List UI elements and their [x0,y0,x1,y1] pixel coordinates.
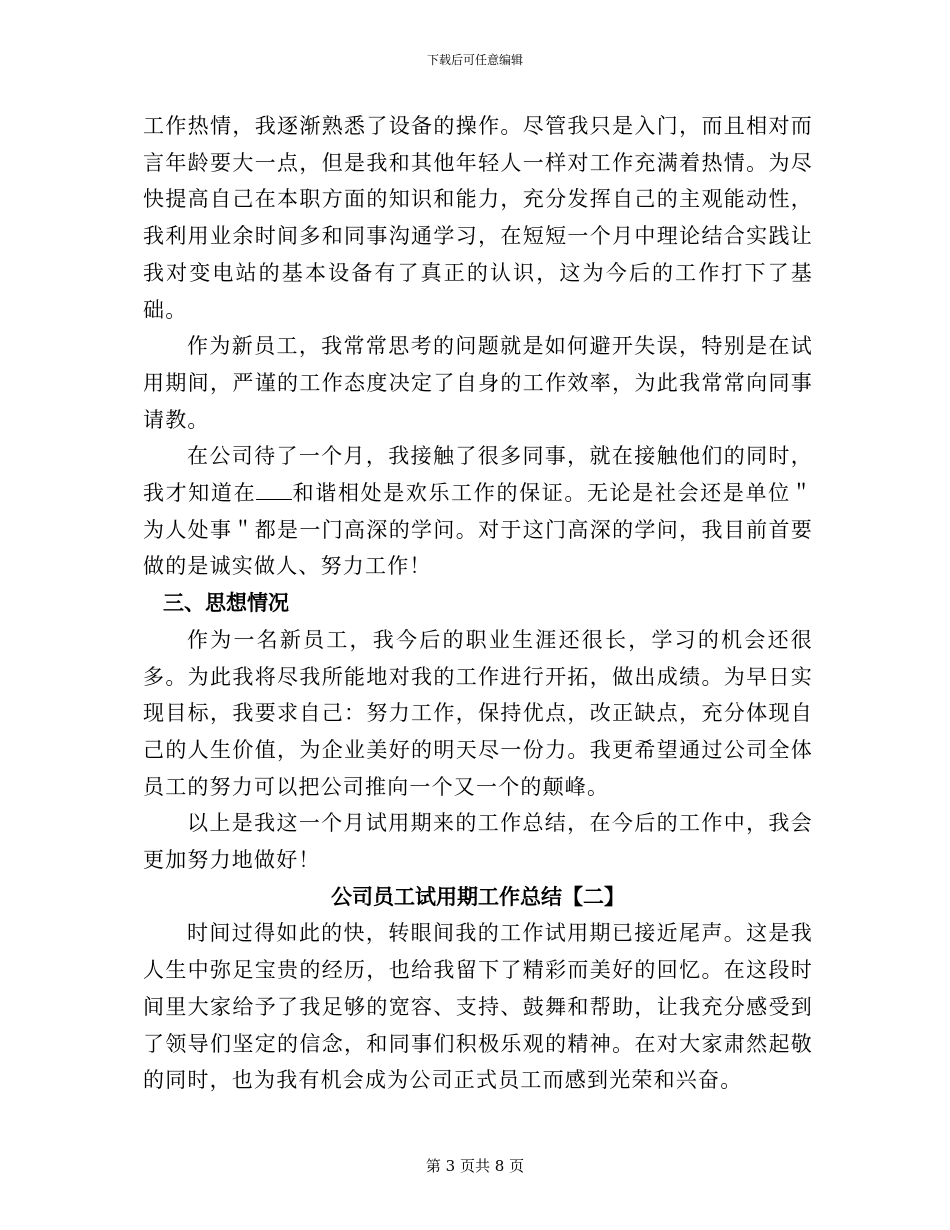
paragraph-time-flies: 时间过得如此的快，转眼间我的工作试用期已接近尾声。这是我人生中弥足宝贵的经历，也给我留下了精彩而美好的回忆。在这段时间里大家给予了我足够的宽容、支持、鼓舞和帮助，让我充分感受到了领导们坚定的信念，和同事们积极乐观的精神。在对大家肃然起敬的同时，也为我有机会成为公司正式员工而感到光荣和兴奋。 [143,921,813,1093]
page-header: 下载后可任意编辑 [426,53,523,67]
paragraph-avoid-mistakes: 作为新员工，我常常思考的问题就是如何避开失误，特别是在试用期间，严谨的工作态度决定了自身的工作效率，为此我常常向同事请教。 [143,334,813,432]
paragraph-career: 作为一名新员工，我今后的职业生涯还很长，学习的机会还很多。为此我将尽我所能地对我的工作进行开拓，做出成绩。为早日实现目标，我要求自己：努力工作，保持优点，改正缺点，充分体现自己的人生价值，为企业美好的明天尽一份力。我更希望通过公司全体员工的努力可以把公司推向一个又一个的颠峰。 [143,627,813,799]
paragraph-colleagues-part1: 在公司待了一个月，我接触了很多同事，就在接触他们的同时，我才知道在 [143,444,813,506]
paragraph-summary: 以上是我这一个月试用期来的工作总结，在今后的工作中，我会更加努力地做好！ [143,811,813,873]
paragraph-work-enthusiasm: 工作热情，我逐渐熟悉了设备的操作。尽管我只是入门，而且相对而言年龄要大一点，但是我和其他年轻人一样对工作充满着热情。为尽快提高自己在本职方面的知识和能力，充分发挥自己的主观能动性，我利用业余时间多和同事沟通学习，在短短一个月中理论结合实践让我对变电站的基本设备有了真正的认识，这为今后的工作打下了基础。 [143,114,813,322]
paragraph-colleagues-part2: 和谐相处是欢乐工作的保证。无论是社会还是单位＂为人处事＂都是一门高深的学问。对于这门高深的学问，我目前首要做的是诚实做人、努力工作！ [143,481,813,579]
section-heading-thoughts: 三、思想情况 [163,591,289,616]
page-footer: 第 3 页共 8 页 [425,1157,525,1175]
document-title-two: 公司员工试用期工作总结【二】 [331,884,625,909]
blank-underline [256,481,292,500]
document-body [143,108,813,1099]
paragraph-colleagues [143,438,813,585]
